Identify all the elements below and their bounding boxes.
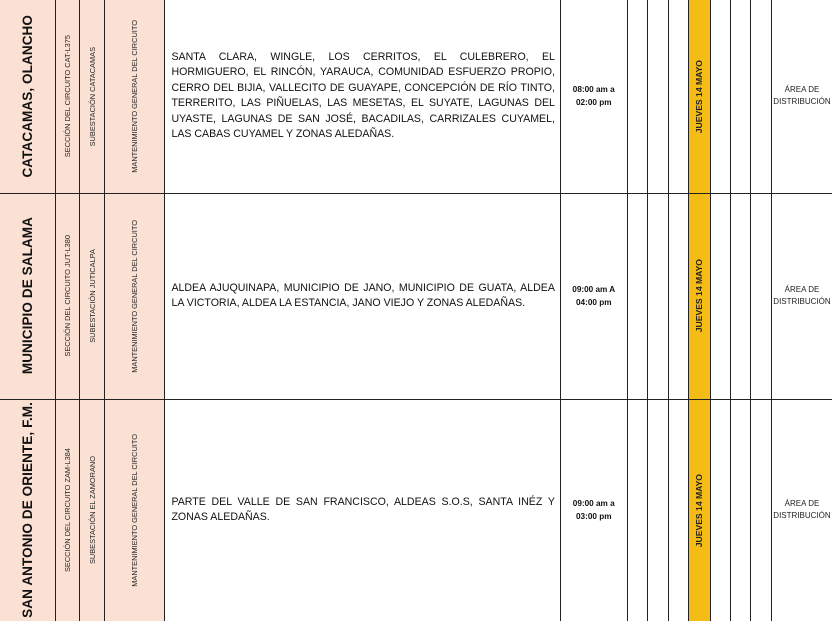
outage-day: JUEVES 14 MAYO: [694, 59, 705, 133]
work-type: MANTENIMIENTO GENERAL DEL CIRCUITO: [130, 433, 140, 587]
time-cell: [560, 193, 627, 399]
day-cell-empty: [730, 399, 750, 621]
day-cell-empty: [730, 0, 750, 193]
substation-cell: [80, 193, 105, 399]
section-cell: [55, 399, 80, 621]
area-cell: [771, 193, 832, 399]
substation-name: SUBESTACIÓN JUTICALPA: [87, 249, 97, 343]
day-cell-empty: [648, 399, 668, 621]
day-cell-empty: [668, 193, 688, 399]
day-cell-empty: [668, 0, 688, 193]
day-cell-empty: [668, 399, 688, 621]
time-start: 08:00 am a: [572, 85, 615, 95]
place-name: CATACAMAS, OLANCHO: [19, 14, 35, 178]
time-end: 02:00 pm: [575, 98, 612, 108]
circuit-section: SECCIÓN DEL CIRCUITO CAT-L375: [63, 35, 73, 158]
place-name: MUNICIPIO DE SALAMA: [19, 217, 35, 375]
table-row: [0, 0, 832, 193]
time-cell: [560, 399, 627, 621]
work-cell: [104, 193, 164, 399]
day-cell-empty: [710, 0, 730, 193]
day-cell-empty: [751, 399, 771, 621]
affected-zones: PARTE DEL VALLE DE SAN FRANCISCO, ALDEAS S.O.S, SANTA INÉZ Y ZONAS ALEDAÑAS.: [165, 399, 561, 621]
day-cell-highlight: [688, 0, 710, 193]
day-cell-highlight: [688, 193, 710, 399]
work-type: MANTENIMIENTO GENERAL DEL CIRCUITO: [130, 19, 140, 173]
day-cell-empty: [648, 193, 668, 399]
affected-zones: SANTA CLARA, WINGLE, LOS CERRITOS, EL CULEBRERO, EL HORMIGUERO, EL RINCÓN, YARAUCA, COMUNIDAD ESFUERZO PROPIO, CERRO DEL BIJIA, VALLECITO DE GUAYAPE, CONCEPCIÓN DE RÍO TINTO, TERRERITO, LAS PIÑUELAS, LAS MESETAS, EL SUYATE, LAGUNAS DEL UYASTE, LAGUNAS DE SAN JOSÉ, BACADILAS, CARRIZALES CUYAMEL, LAS CABAS CUYAMEL Y ZONAS ALEDAÑAS.: [165, 0, 561, 193]
substation-name: SUBESTACIÓN EL ZAMORANO: [87, 456, 97, 565]
substation-cell: [80, 0, 105, 193]
work-cell: [104, 0, 164, 193]
day-cell-empty: [710, 193, 730, 399]
area-cell: [771, 0, 832, 193]
area-line1: ÁREA DE: [784, 285, 820, 294]
day-cell-empty: [751, 0, 771, 193]
table-row: [0, 399, 832, 621]
substation-cell: [80, 399, 105, 621]
area-cell: [771, 399, 832, 621]
table-row: [0, 193, 832, 399]
section-cell: [55, 0, 80, 193]
day-cell-empty: [648, 0, 668, 193]
circuit-section: SECCIÓN DEL CIRCUITO JUT-L380: [63, 235, 73, 357]
area-line1: ÁREA DE: [784, 85, 820, 95]
work-type: MANTENIMIENTO GENERAL DEL CIRCUITO: [130, 219, 140, 373]
section-cell: [55, 193, 80, 399]
time-cell: [560, 0, 627, 193]
day-cell-empty: [730, 193, 750, 399]
affected-zones: ALDEA AJUQUINAPA, MUNICIPIO DE JANO, MUNICIPIO DE GUATA, ALDEA LA VICTORIA, ALDEA LA ESTANCIA, JANO VIEJO Y ZONAS ALEDAÑAS.: [165, 193, 561, 399]
area-line1: ÁREA DE: [784, 499, 820, 509]
place-cell: [0, 0, 55, 193]
area-line2: DISTRIBUCIÓN: [773, 97, 831, 107]
day-cell-empty: [751, 193, 771, 399]
day-cell-empty: [627, 399, 647, 621]
time-start: 09:00 am a: [572, 499, 615, 509]
place-cell: [0, 399, 55, 621]
place-cell: [0, 193, 55, 399]
day-cell-highlight: [688, 399, 710, 621]
time-end: 03:00 pm: [575, 512, 612, 522]
day-cell-empty: [627, 193, 647, 399]
time-start: 09:00 am A: [572, 285, 616, 294]
circuit-section: SECCIÓN DEL CIRCUITO ZAM-L384: [63, 448, 73, 573]
day-cell-empty: [627, 0, 647, 193]
substation-name: SUBESTACIÓN CATACAMAS: [87, 46, 97, 146]
day-cell-empty: [710, 399, 730, 621]
area-line2: DISTRIBUCIÓN: [773, 511, 831, 521]
outage-day: JUEVES 14 MAYO: [694, 473, 705, 547]
place-name: SAN ANTONIO DE ORIENTE, F.M.: [19, 402, 35, 619]
outage-day: JUEVES 14 MAYO: [694, 259, 705, 333]
time-end: 04:00 pm: [575, 298, 612, 307]
area-line2: DISTRIBUCIÓN: [773, 297, 831, 306]
work-cell: [104, 399, 164, 621]
